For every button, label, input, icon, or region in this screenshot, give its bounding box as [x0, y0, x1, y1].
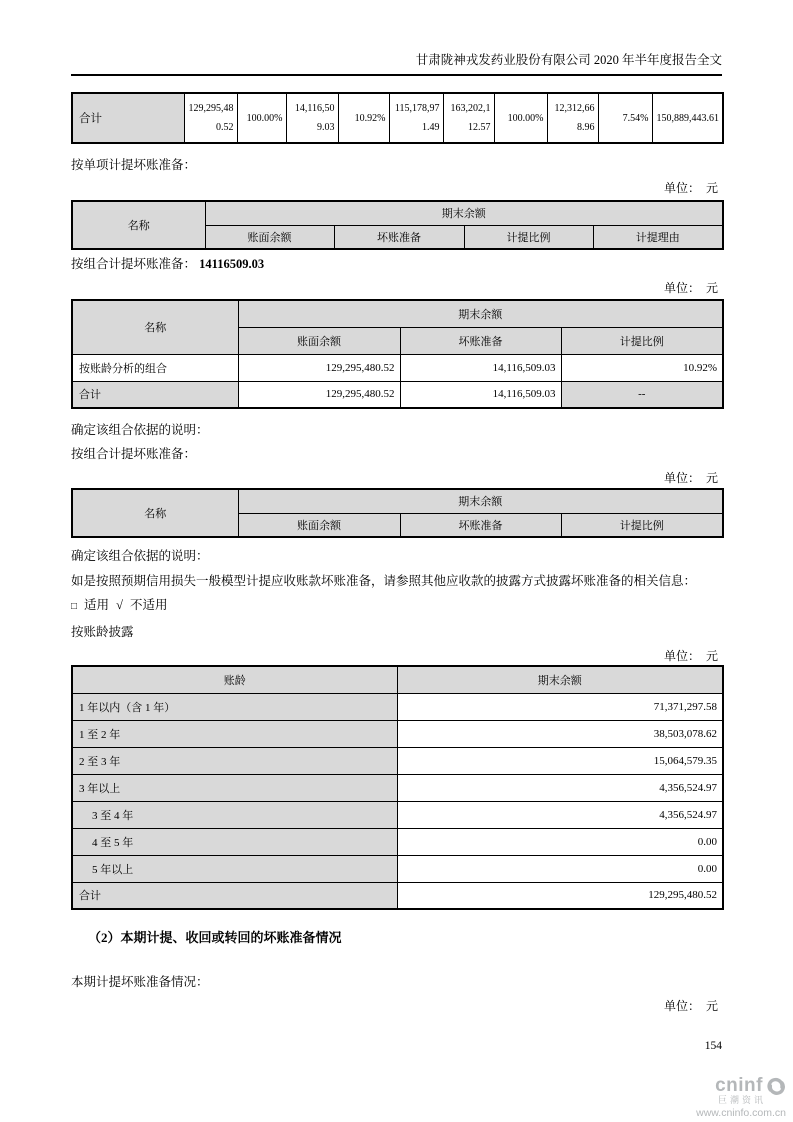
current-provision-label: 本期计提坏账准备情况： — [71, 975, 209, 989]
table-row-total — [72, 882, 723, 909]
book-balance-header: 账面余额 — [238, 513, 400, 537]
aging-sub-bucket-label: 5 年以上 — [72, 855, 397, 882]
unit-label: 单位： 元 — [663, 181, 718, 195]
aging-portfolio-bad-debt: 14,116,509.03 — [400, 354, 561, 381]
prior-bad-debt: 12,312,668.96 — [547, 93, 598, 143]
group-total-bad-debt: 14,116,509.03 — [400, 381, 561, 408]
group-provision-line — [71, 256, 722, 272]
aging-bucket-value: 38,503,078.62 — [397, 720, 723, 747]
cninfo-url: www.cninfo.com.cn — [696, 1107, 786, 1119]
closing-balance-group-header: 期末余额 — [238, 300, 723, 327]
group-total-label: 合计 — [72, 381, 238, 408]
group-basis-note: 确定该组合依据的说明： — [71, 423, 209, 437]
group-total-ratio: -- — [561, 381, 723, 408]
table-row — [72, 693, 723, 720]
bad-debt-header: 坏账准备 — [334, 225, 464, 249]
closing-balance-group-header: 期末余额 — [205, 201, 723, 225]
group-provision-empty-table — [71, 488, 724, 538]
aging-bucket-label: 2 至 3 年 — [72, 747, 397, 774]
table-header-row — [72, 489, 723, 513]
check-mark-icon: √ — [116, 598, 123, 612]
group-provision-label: 按组合计提坏账准备： — [71, 257, 197, 271]
single-item-provision-table — [71, 200, 724, 250]
table-row — [72, 354, 723, 381]
ratio-header: 计提比例 — [561, 513, 723, 537]
group-provision-table — [71, 299, 724, 409]
prior-ratio: 7.54% — [598, 93, 652, 143]
document-header-title: 甘肃陇神戎发药业股份有限公司 2020 年半年度报告全文 — [415, 53, 722, 67]
header-divider — [71, 74, 722, 76]
unit-label: 单位： 元 — [663, 471, 718, 485]
name-column-header: 名称 — [72, 489, 238, 537]
aging-sub-bucket-value: 4,356,524.97 — [397, 801, 723, 828]
bad-debt-header: 坏账准备 — [400, 513, 561, 537]
aging-bucket-value: 4,356,524.97 — [397, 774, 723, 801]
aging-bucket-value: 15,064,579.35 — [397, 747, 723, 774]
aging-total-value: 129,295,480.52 — [397, 882, 723, 909]
aging-table — [71, 665, 724, 910]
unit-label: 单位： 元 — [663, 649, 718, 663]
cninfo-swirl-icon — [765, 1076, 786, 1095]
aging-sub-bucket-label: 3 至 4 年 — [72, 801, 397, 828]
group-provision-label-2: 按组合计提坏账准备： — [71, 447, 197, 461]
table-row — [72, 855, 723, 882]
table-row — [72, 828, 723, 855]
group-basis-note-2: 确定该组合依据的说明： — [71, 549, 209, 563]
cninfo-chinese-name: 巨潮资讯 — [717, 1095, 766, 1105]
reason-header: 计提理由 — [593, 225, 723, 249]
table-row-total — [72, 381, 723, 408]
table-header-row — [72, 300, 723, 327]
aging-bucket-label: 1 至 2 年 — [72, 720, 397, 747]
bad-debt-header: 坏账准备 — [400, 327, 561, 354]
applicability-line — [71, 597, 722, 615]
name-column-header: 名称 — [72, 300, 238, 354]
group-total-book-balance: 129,295,480.52 — [238, 381, 400, 408]
total-row-label: 合计 — [72, 93, 184, 143]
book-balance-header: 账面余额 — [238, 327, 400, 354]
total-bad-debt: 14,116,509.03 — [286, 93, 338, 143]
table-row — [72, 720, 723, 747]
aging-portfolio-name: 按账龄分析的组合 — [72, 354, 238, 381]
aging-column-header: 账龄 — [72, 666, 397, 693]
prior-proportion: 100.00% — [494, 93, 547, 143]
cninfo-logo — [674, 1076, 786, 1119]
unit-label: 单位： 元 — [663, 281, 718, 295]
aging-bucket-value: 71,371,297.58 — [397, 693, 723, 720]
aging-sub-bucket-value: 0.00 — [397, 855, 723, 882]
ratio-header: 计提比例 — [561, 327, 723, 354]
total-book-balance: 129,295,480.52 — [184, 93, 237, 143]
single-item-provision-label: 按单项计提坏账准备： — [71, 158, 197, 172]
total-carrying-amount: 115,178,971.49 — [389, 93, 443, 143]
applicable-label: 适用 — [84, 598, 110, 612]
page-number: 154 — [704, 1040, 722, 1052]
ratio-header: 计提比例 — [464, 225, 593, 249]
page-content — [71, 0, 722, 1014]
aging-sub-bucket-value: 0.00 — [397, 828, 723, 855]
table-row — [72, 747, 723, 774]
aging-disclosure-label: 按账龄披露 — [71, 625, 134, 639]
checkbox-unchecked-icon: □ — [71, 601, 78, 612]
book-balance-header: 账面余额 — [205, 225, 334, 249]
prior-carrying-amount: 150,889,443.61 — [652, 93, 723, 143]
aging-bucket-label: 3 年以上 — [72, 774, 397, 801]
aging-portfolio-book-balance: 129,295,480.52 — [238, 354, 400, 381]
table-row — [72, 801, 723, 828]
total-ratio: 10.92% — [338, 93, 389, 143]
table-row — [72, 93, 723, 143]
unit-label: 单位： 元 — [663, 999, 718, 1013]
group-provision-value: 14116509.03 — [199, 257, 265, 271]
aging-sub-bucket-label: 4 至 5 年 — [72, 828, 397, 855]
aging-portfolio-ratio: 10.92% — [561, 354, 723, 381]
receivables-summary-table — [71, 92, 724, 144]
aging-total-label: 合计 — [72, 882, 397, 909]
aging-bucket-label: 1 年以内（含 1 年） — [72, 693, 397, 720]
closing-balance-group-header: 期末余额 — [238, 489, 723, 513]
table-header-row — [72, 666, 723, 693]
name-column-header: 名称 — [72, 201, 205, 249]
table-row — [72, 774, 723, 801]
ecl-model-note: 如是按照预期信用损失一般模型计提应收账款坏账准备，请参照其他应收款的披露方式披露坏账准备的相关信息： — [71, 574, 697, 588]
not-applicable-label: 不适用 — [129, 598, 168, 612]
total-proportion: 100.00% — [237, 93, 286, 143]
prior-book-balance: 163,202,112.57 — [443, 93, 494, 143]
table-header-row — [72, 201, 723, 225]
closing-balance-header: 期末余额 — [397, 666, 723, 693]
section-2-heading: （2）本期计提、收回或转回的坏账准备情况 — [88, 930, 342, 945]
cninfo-brand-text: cninf — [715, 1075, 763, 1096]
